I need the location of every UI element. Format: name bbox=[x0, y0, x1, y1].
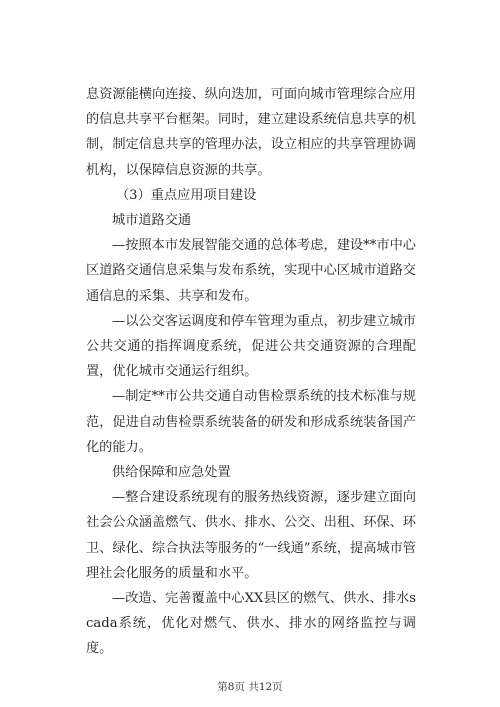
paragraph-public-transit: —以公交客运调度和停车管理为重点，初步建立城市公共交通的指挥调度系统，促进公共交通资源的合理配置，优化城市交通运行组织。 bbox=[86, 313, 416, 380]
paragraph-continuation: 息资源能横向连接、纵向迭加，可面向城市管理综合应用的信息共享平台框架。同时，建立建设系统信息共享的机制，制定信息共享的管理办法，设立相应的共享管理协调机构，以保障信息资源的共享。 bbox=[86, 87, 416, 178]
section-heading: （3）重点应用项目建设 bbox=[116, 187, 257, 203]
paragraph-scada: —改造、完善覆盖中心XX县区的燃气、供水、排水scada系统，优化对燃气、供水、排水的网络监控与调度。 bbox=[86, 591, 416, 657]
subsection-heading-supply: 供给保障和应急处置 bbox=[112, 465, 231, 481]
paragraph-ticketing: —制定**市公共交通自动售检票系统的技术标准与规范，促进自动售检票系统装备的研发和形成系统装备国产化的能力。 bbox=[86, 389, 416, 455]
subsection-heading-traffic: 城市道路交通 bbox=[112, 213, 192, 229]
page-footer: 第8页 共12页 bbox=[217, 681, 283, 693]
page-body bbox=[86, 82, 416, 662]
paragraph-traffic-info: —按照本市发展智能交通的总体考虑，建设**市中心区道路交通信息采集与发布系统，实现中心区城市道路交通信息的采集、共享和发布。 bbox=[86, 238, 416, 304]
paragraph-hotline: —整合建设系统现有的服务热线资源，逐步建立面向社会公众涵盖燃气、供水、排水、公交、出租、环保、环卫、绿化、综合执法等服务的“一线通”系统，提高城市管理社会化服务的质量和水平。 bbox=[86, 490, 416, 581]
